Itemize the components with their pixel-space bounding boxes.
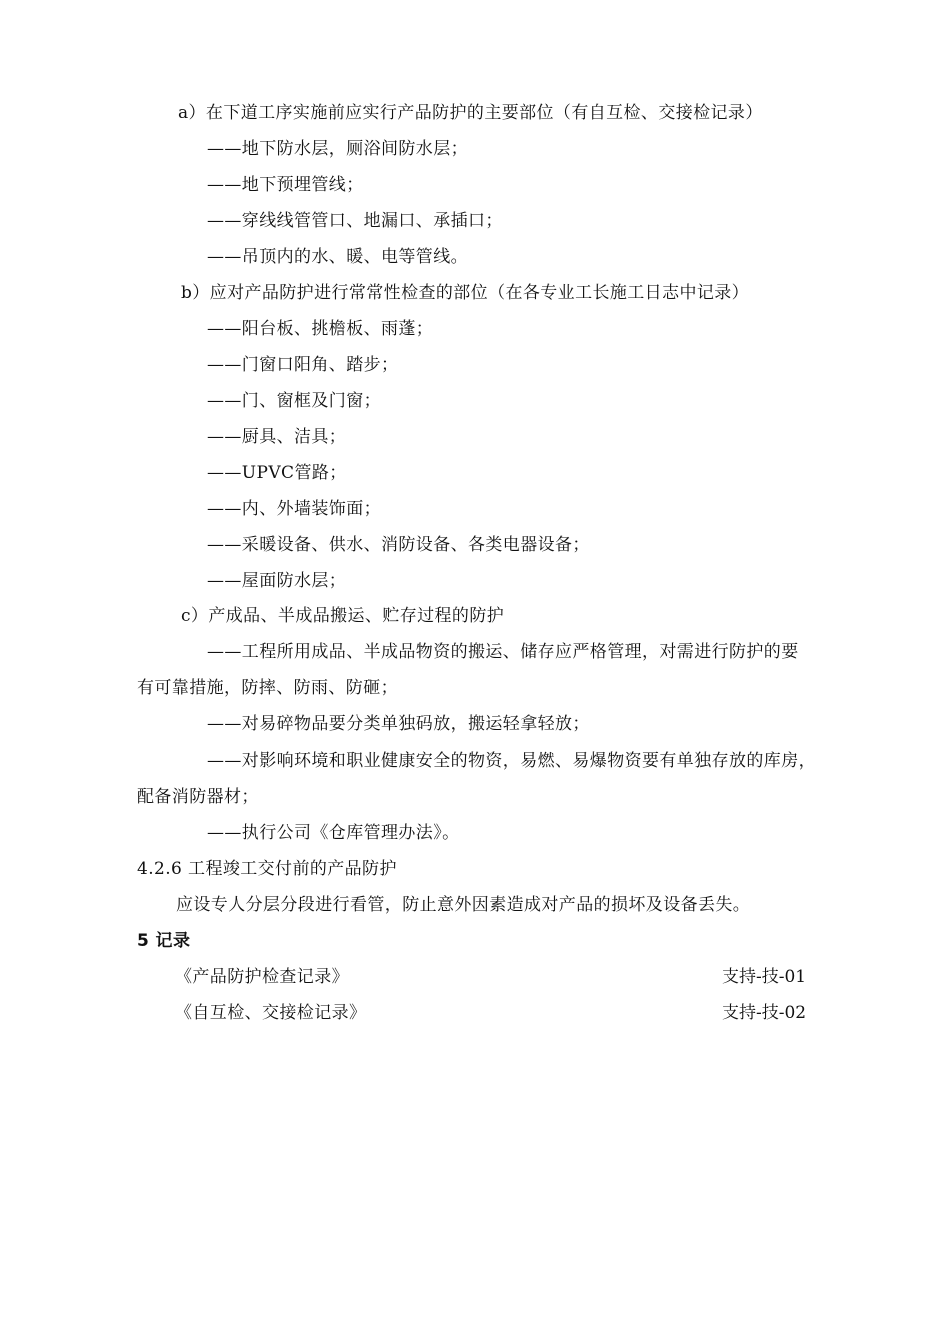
section-c-item-line: 配备消防器材；	[137, 787, 259, 807]
section-c-item-line: ——对影响环境和职业健康安全的物资，易燃、易爆物资要有单独存放的库房，	[207, 751, 816, 771]
section-c-item-line: ——工程所用成品、半成品物资的搬运、储存应严格管理，对需进行防护的要	[207, 642, 799, 662]
section-b-item: ——阳台板、挑檐板、雨蓬；	[207, 319, 434, 339]
section-c-item: ——对易碎物品要分类单独码放，搬运轻拿轻放；	[207, 714, 590, 734]
section-b-item: ——采暖设备、供水、消防设备、各类电器设备；	[207, 535, 590, 555]
record-name: 《自互检、交接检记录》	[175, 1003, 367, 1023]
section-a-item: ——地下防水层，厕浴间防水层；	[207, 139, 468, 159]
section-c-item-line: 有可靠措施，防摔、防雨、防砸；	[137, 678, 398, 698]
section-c-heading: c）产成品、半成品搬运、贮存过程的防护	[181, 606, 505, 626]
section-b-item: ——门窗口阳角、踏步；	[207, 355, 399, 375]
section-b-item: ——门、窗框及门窗；	[207, 391, 381, 411]
section-5-heading: 5 记录	[137, 931, 191, 951]
section-426-heading: 4.2.6 工程竣工交付前的产品防护	[137, 859, 397, 879]
section-a-item: ——吊顶内的水、暖、电等管线。	[207, 247, 468, 267]
record-code: 支持-技-01	[722, 967, 807, 987]
section-a-item: ——地下预埋管线；	[207, 175, 364, 195]
section-426-body: 应设专人分层分段进行看管，防止意外因素造成对产品的损坏及设备丢失。	[176, 895, 751, 915]
section-b-item: ——厨具、洁具；	[207, 427, 347, 447]
section-a-heading: a）在下道工序实施前应实行产品防护的主要部位（有自互检、交接检记录）	[178, 103, 763, 123]
section-c-item: ——执行公司《仓库管理办法》。	[207, 823, 460, 843]
section-b-item: ——内、外墙装饰面；	[207, 499, 381, 519]
record-name: 《产品防护检查记录》	[175, 967, 349, 987]
record-code: 支持-技-02	[722, 1003, 807, 1023]
section-b-heading: b）应对产品防护进行常常性检查的部位（在各专业工长施工日志中记录）	[181, 283, 750, 303]
section-a-item: ——穿线线管管口、地漏口、承插口；	[207, 211, 503, 231]
section-b-item: ——屋面防水层；	[207, 571, 347, 591]
section-b-item: ——UPVC管路；	[207, 463, 347, 483]
